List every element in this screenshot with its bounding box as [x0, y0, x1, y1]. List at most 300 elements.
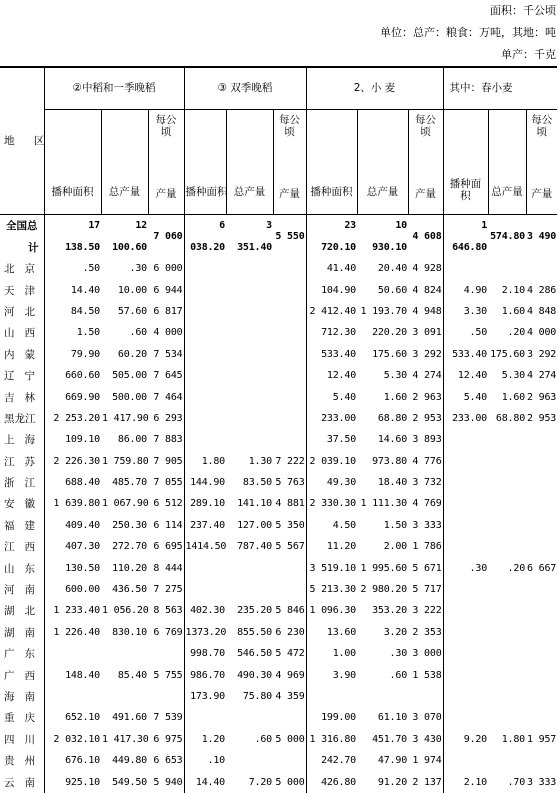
table-cell: 407.30	[44, 537, 101, 558]
table-row	[0, 408, 557, 429]
table-cell: 1 957	[527, 733, 557, 745]
table-cell	[443, 686, 488, 707]
table-cell: 1 111.30	[360, 498, 408, 510]
table-row	[0, 579, 557, 600]
table-cell	[526, 601, 557, 622]
table-row	[0, 750, 557, 771]
table-cell: 289.10	[184, 494, 226, 515]
table-cell: 1 995.60	[360, 562, 408, 574]
table-cell: 4 000	[527, 327, 557, 339]
table-cell: 4 274	[412, 370, 442, 382]
table-cell: 84.50	[44, 301, 101, 322]
table-cell	[101, 686, 148, 707]
sow-area-header	[44, 109, 101, 214]
region-name: 山东	[4, 562, 45, 575]
sow-area-label: 播种面积	[51, 185, 94, 198]
table-cell: 7 275	[153, 584, 183, 596]
national-total-cell: 4 608	[408, 214, 443, 259]
table-cell: 7 534	[153, 348, 183, 360]
table-cell: 1.50	[383, 519, 408, 531]
yield-per-hectare-label: 每公	[279, 113, 300, 126]
total-output-header	[488, 109, 526, 214]
table-cell	[443, 451, 488, 472]
table-cell: 75.80	[242, 691, 272, 702]
table-cell	[184, 323, 226, 344]
table-cell: 3 519.10	[306, 558, 357, 579]
table-cell: 233.00	[443, 408, 488, 429]
table-row	[0, 772, 557, 793]
total-output-header	[101, 109, 148, 214]
table-row	[0, 430, 557, 451]
region-name: 辽宁	[4, 370, 45, 383]
table-cell	[184, 344, 226, 365]
table-cell	[526, 750, 557, 771]
table-cell	[443, 259, 488, 280]
table-cell: 7.20	[248, 776, 272, 788]
table-cell: 986.70	[184, 665, 226, 686]
table-cell: 3 292	[527, 348, 557, 360]
table-row	[0, 601, 557, 622]
table-cell: .60	[254, 733, 272, 745]
table-cell: 5 671	[412, 562, 442, 574]
table-cell: 2 953	[527, 412, 557, 424]
sow-area-label: 播种面积	[310, 185, 353, 198]
table-cell: 3 222	[412, 605, 442, 617]
table-cell: 144.90	[184, 472, 226, 493]
table-cell	[184, 259, 226, 280]
table-cell: 130.50	[44, 558, 101, 579]
table-cell: 83.50	[242, 477, 272, 489]
table-cell: 787.40	[237, 541, 272, 553]
national-total-cell: 3 351.40	[226, 214, 273, 259]
table-cell: 2.10	[501, 284, 526, 296]
table-cell: 141.10	[237, 498, 272, 510]
table-cell: 1.60	[501, 305, 526, 317]
table-cell: 233.00	[306, 408, 357, 429]
table-cell	[488, 451, 526, 472]
table-cell: 4 969	[275, 669, 305, 681]
national-total-label: 全国总 计	[0, 214, 44, 259]
yield-per-hectare-header	[526, 109, 557, 214]
table-cell: 3 430	[412, 733, 442, 745]
table-cell: 8 563	[153, 605, 183, 617]
table-cell: 600.00	[44, 579, 101, 600]
table-cell	[488, 515, 526, 536]
table-cell: 4 000	[153, 327, 183, 339]
table-cell	[443, 750, 488, 771]
table-cell	[488, 622, 526, 643]
table-cell: 86.00	[117, 434, 147, 446]
table-cell	[273, 579, 306, 600]
group-header-mid-rice: ②中稻和一季晚稻	[44, 67, 184, 109]
table-cell	[226, 408, 273, 429]
region-name: 北京	[4, 263, 45, 276]
table-cell: 7 055	[153, 477, 183, 489]
table-cell	[488, 579, 526, 600]
table-cell	[184, 579, 226, 600]
region-name: 江苏	[4, 455, 45, 468]
table-cell: 61.10	[377, 712, 408, 724]
table-cell: 485.70	[112, 477, 147, 489]
table-cell	[488, 494, 526, 515]
table-cell	[44, 644, 101, 665]
table-cell: 1 233.40	[44, 601, 101, 622]
table-cell: 5 846	[275, 605, 305, 617]
table-cell: 5 472	[275, 648, 305, 660]
table-cell: 4 928	[412, 263, 442, 275]
table-cell	[226, 301, 273, 322]
table-cell: 57.60	[117, 305, 147, 317]
group-header-late-rice	[184, 67, 306, 109]
table-row	[0, 665, 557, 686]
table-cell: 7 883	[153, 434, 183, 446]
table-cell: 104.90	[306, 280, 357, 301]
table-cell: 5.30	[501, 370, 526, 382]
table-cell: 4 769	[412, 498, 442, 510]
table-cell	[226, 344, 273, 365]
table-cell: 490.30	[237, 669, 272, 681]
table-cell	[408, 686, 443, 707]
total-output-label: 总产量	[233, 185, 266, 198]
table-cell: 4 359	[275, 691, 305, 702]
table-cell	[226, 579, 273, 600]
table-cell	[488, 430, 526, 451]
table-cell	[526, 622, 557, 643]
table-cell: 533.40	[306, 344, 357, 365]
yield-per-hectare-label: 产量	[279, 187, 300, 200]
region-name: 广东	[4, 648, 45, 661]
table-cell: 3.30	[443, 301, 488, 322]
table-cell: 1.80	[184, 451, 226, 472]
table-cell: 8 444	[153, 562, 183, 574]
table-cell	[526, 537, 557, 558]
region-name: 湖北	[4, 605, 45, 618]
table-cell: .20	[507, 562, 526, 574]
yield-per-hectare-label: 产量	[531, 187, 553, 200]
table-cell	[226, 750, 273, 771]
table-cell	[226, 558, 273, 579]
table-cell: 6 817	[153, 305, 183, 317]
table-cell	[184, 430, 226, 451]
table-cell: 6 944	[153, 284, 183, 296]
table-cell: 3 091	[412, 327, 442, 339]
table-cell: 5 350	[275, 519, 305, 531]
table-cell	[526, 472, 557, 493]
table-cell: 1.60	[501, 391, 526, 403]
yield-per-hectare-label: 顷	[284, 125, 295, 138]
table-cell	[226, 430, 273, 451]
table-row	[0, 558, 557, 579]
table-cell: 3.90	[306, 665, 357, 686]
table-cell: 1 417.30	[102, 733, 149, 745]
table-cell: 5 000	[275, 733, 305, 745]
yield-unit-note: 单产：千克	[501, 48, 556, 61]
table-cell	[44, 686, 101, 707]
sow-area-header	[184, 109, 226, 214]
table-cell: 2 137	[412, 776, 442, 788]
region-name: 贵州	[4, 755, 45, 768]
table-cell	[488, 537, 526, 558]
table-cell: 6 695	[153, 541, 183, 553]
table-cell	[526, 494, 557, 515]
table-cell: 4 776	[412, 455, 442, 467]
table-cell	[184, 387, 226, 408]
table-cell: 85.40	[117, 669, 147, 681]
table-cell	[443, 622, 488, 643]
region-name: 湖南	[4, 626, 45, 639]
table-cell: 830.10	[112, 626, 147, 638]
national-total-cell: 6 038.20	[184, 214, 226, 259]
table-cell: 1 193.70	[360, 305, 408, 317]
table-cell: 4 286	[527, 284, 557, 296]
table-cell: 353.20	[372, 605, 408, 617]
group-header-spring-wheat: 其中：春小麦	[443, 67, 557, 109]
table-cell: .20	[507, 327, 526, 339]
table-cell	[226, 259, 273, 280]
table-cell: 505.00	[112, 370, 147, 382]
table-cell: 2 039.10	[306, 451, 357, 472]
table-cell	[443, 515, 488, 536]
yield-per-hectare-label: 产量	[155, 187, 177, 200]
table-cell: 12.40	[306, 365, 357, 386]
table-cell: 47.90	[377, 755, 408, 767]
table-cell	[226, 323, 273, 344]
table-cell: 2 412.40	[306, 301, 357, 322]
yield-per-hectare-label: 顷	[160, 125, 172, 138]
yield-per-hectare-header	[408, 109, 443, 214]
table-cell	[148, 686, 184, 707]
table-cell: 110.20	[112, 562, 147, 574]
table-cell: 1 786	[412, 541, 442, 553]
table-cell: 10.00	[117, 284, 147, 296]
table-cell: 4 848	[527, 305, 557, 317]
table-cell	[184, 301, 226, 322]
table-cell: 127.00	[237, 519, 272, 531]
table-cell: 1 759.80	[102, 455, 149, 467]
table-cell: 242.70	[306, 750, 357, 771]
yield-per-hectare-label: 每公	[531, 113, 553, 126]
table-cell: 3 893	[412, 434, 442, 446]
sow-area-label: 播种面积	[185, 185, 228, 198]
table-cell: 175.60	[490, 348, 526, 360]
table-cell: 175.60	[372, 348, 408, 360]
table-cell: 2 226.30	[44, 451, 101, 472]
table-cell: 2 353	[412, 626, 442, 638]
table-cell	[443, 579, 488, 600]
region-name: 天津	[4, 284, 45, 297]
sow-area-header	[306, 109, 357, 214]
national-total-row	[0, 214, 557, 259]
table-cell: 2 963	[412, 391, 442, 403]
table-cell: 4 881	[275, 498, 305, 510]
total-output-label: 总产量	[108, 185, 141, 198]
table-cell	[526, 259, 557, 280]
national-total-cell: 574.80	[488, 214, 526, 259]
table-cell: 7 222	[275, 455, 305, 467]
table-cell	[184, 280, 226, 301]
table-cell: 250.30	[112, 519, 147, 531]
table-cell	[488, 259, 526, 280]
table-cell	[443, 644, 488, 665]
table-cell: 409.40	[44, 515, 101, 536]
region-name: 江西	[4, 541, 45, 554]
region-name: 安徽	[4, 498, 45, 511]
table-row	[0, 686, 557, 707]
table-cell: 5 763	[275, 477, 305, 489]
table-cell: 13.60	[306, 622, 357, 643]
region-name: 河北	[4, 305, 45, 318]
total-output-header	[357, 109, 408, 214]
table-row	[0, 622, 557, 643]
table-cell: 37.50	[306, 430, 357, 451]
table-cell: 91.20	[377, 776, 408, 788]
table-cell: 491.60	[112, 712, 147, 724]
table-cell: 546.50	[237, 648, 272, 660]
table-cell: 272.70	[112, 541, 147, 553]
table-cell	[357, 686, 408, 707]
table-cell: 7 464	[153, 391, 183, 403]
table-cell: 6 114	[153, 519, 183, 531]
table-cell	[488, 601, 526, 622]
table-cell: 41.40	[306, 259, 357, 280]
table-cell: 402.30	[184, 601, 226, 622]
table-row	[0, 365, 557, 386]
table-cell	[443, 494, 488, 515]
table-cell: .30	[129, 263, 147, 275]
table-cell	[443, 537, 488, 558]
table-cell	[526, 579, 557, 600]
region-name: 内蒙	[4, 348, 45, 361]
table-cell: 500.00	[112, 391, 147, 403]
table-cell: 2 253.20	[44, 408, 101, 429]
table-cell: 451.70	[372, 733, 408, 745]
table-cell: 6 512	[153, 498, 183, 510]
table-cell: 1.00	[306, 644, 357, 665]
table-cell: 1 226.40	[44, 622, 101, 643]
table-cell: 4.90	[443, 280, 488, 301]
sow-area-header	[443, 109, 488, 214]
table-cell: 2 963	[527, 391, 557, 403]
region-name: 河南	[4, 584, 45, 597]
table-cell: 5.30	[383, 370, 408, 382]
table-cell: 3 732	[412, 477, 442, 489]
table-cell	[184, 708, 226, 729]
table-cell	[273, 408, 306, 429]
table-cell: 2.00	[383, 541, 408, 553]
table-cell: 173.90	[184, 686, 226, 707]
table-cell: .30	[389, 648, 408, 660]
table-cell: .60	[389, 669, 408, 681]
table-row	[0, 472, 557, 493]
table-cell: 2 330.30	[306, 494, 357, 515]
table-cell	[526, 451, 557, 472]
national-total-cell: 5 550	[273, 214, 306, 259]
national-total-cell: 7 060	[148, 214, 184, 259]
yield-per-hectare-label: 顷	[420, 125, 431, 138]
sow-area-label: 积	[460, 189, 471, 202]
table-cell: 68.80	[377, 412, 408, 424]
table-cell: 660.60	[44, 365, 101, 386]
table-cell	[184, 408, 226, 429]
total-output-label: 总产量	[491, 185, 523, 198]
table-cell: 1 417.90	[102, 412, 149, 424]
table-cell	[273, 430, 306, 451]
table-cell	[273, 259, 306, 280]
table-cell: 1.20	[184, 729, 226, 750]
national-total-cell: 17 138.50	[44, 214, 101, 259]
table-cell: 60.20	[117, 348, 147, 360]
table-cell: 11.20	[306, 537, 357, 558]
table-cell: 1 067.90	[102, 498, 149, 510]
group-header-wheat: 2、小 麦	[306, 67, 443, 109]
table-cell: 998.70	[184, 644, 226, 665]
table-cell: 5 717	[412, 584, 442, 596]
table-row	[0, 259, 557, 280]
table-cell	[184, 558, 226, 579]
table-cell: 669.90	[44, 387, 101, 408]
table-cell: 6 000	[153, 263, 183, 275]
table-cell: .30	[443, 558, 488, 579]
national-total-cell: 23 720.10	[306, 214, 357, 259]
table-row	[0, 494, 557, 515]
table-cell: .10	[184, 750, 226, 771]
table-cell	[273, 323, 306, 344]
table-row	[0, 344, 557, 365]
table-cell	[443, 708, 488, 729]
table-cell: 855.50	[237, 626, 272, 638]
region-name: 四川	[4, 733, 45, 746]
table-cell: 3 000	[412, 648, 442, 660]
table-cell	[526, 708, 557, 729]
table-cell: 235.20	[237, 605, 272, 617]
table-cell: .50	[443, 323, 488, 344]
table-cell: 4 824	[412, 284, 442, 296]
table-row	[0, 323, 557, 344]
table-cell: 3 333	[412, 519, 442, 531]
region-name: 山西	[4, 327, 45, 340]
table-cell	[273, 708, 306, 729]
total-output-label: 总产量	[366, 185, 399, 198]
table-cell: 5.40	[306, 387, 357, 408]
table-cell: 426.80	[306, 772, 357, 793]
table-cell: 6 769	[153, 626, 183, 638]
table-row	[0, 644, 557, 665]
table-cell	[488, 686, 526, 707]
table-cell: 973.80	[372, 455, 408, 467]
table-cell: 7 645	[153, 370, 183, 382]
table-cell: 6 653	[153, 755, 183, 767]
region-name: 上海	[4, 434, 45, 447]
table-cell: 6 667	[527, 562, 557, 574]
region-name: 吉林	[4, 391, 45, 404]
table-cell	[526, 665, 557, 686]
table-row	[0, 708, 557, 729]
table-cell: 68.80	[495, 412, 526, 424]
region-name: 广西	[4, 669, 45, 682]
yield-per-hectare-label: 顷	[536, 125, 548, 138]
table-cell	[526, 686, 557, 707]
table-cell	[273, 344, 306, 365]
table-cell: 20.40	[377, 263, 408, 275]
table-cell	[443, 665, 488, 686]
table-cell	[443, 601, 488, 622]
table-cell: 148.40	[44, 665, 101, 686]
table-cell: 6 975	[153, 733, 183, 745]
table-cell: 1.30	[248, 455, 272, 467]
table-cell: 3 070	[412, 712, 442, 724]
table-row	[0, 729, 557, 750]
yield-per-hectare-header	[148, 109, 184, 214]
